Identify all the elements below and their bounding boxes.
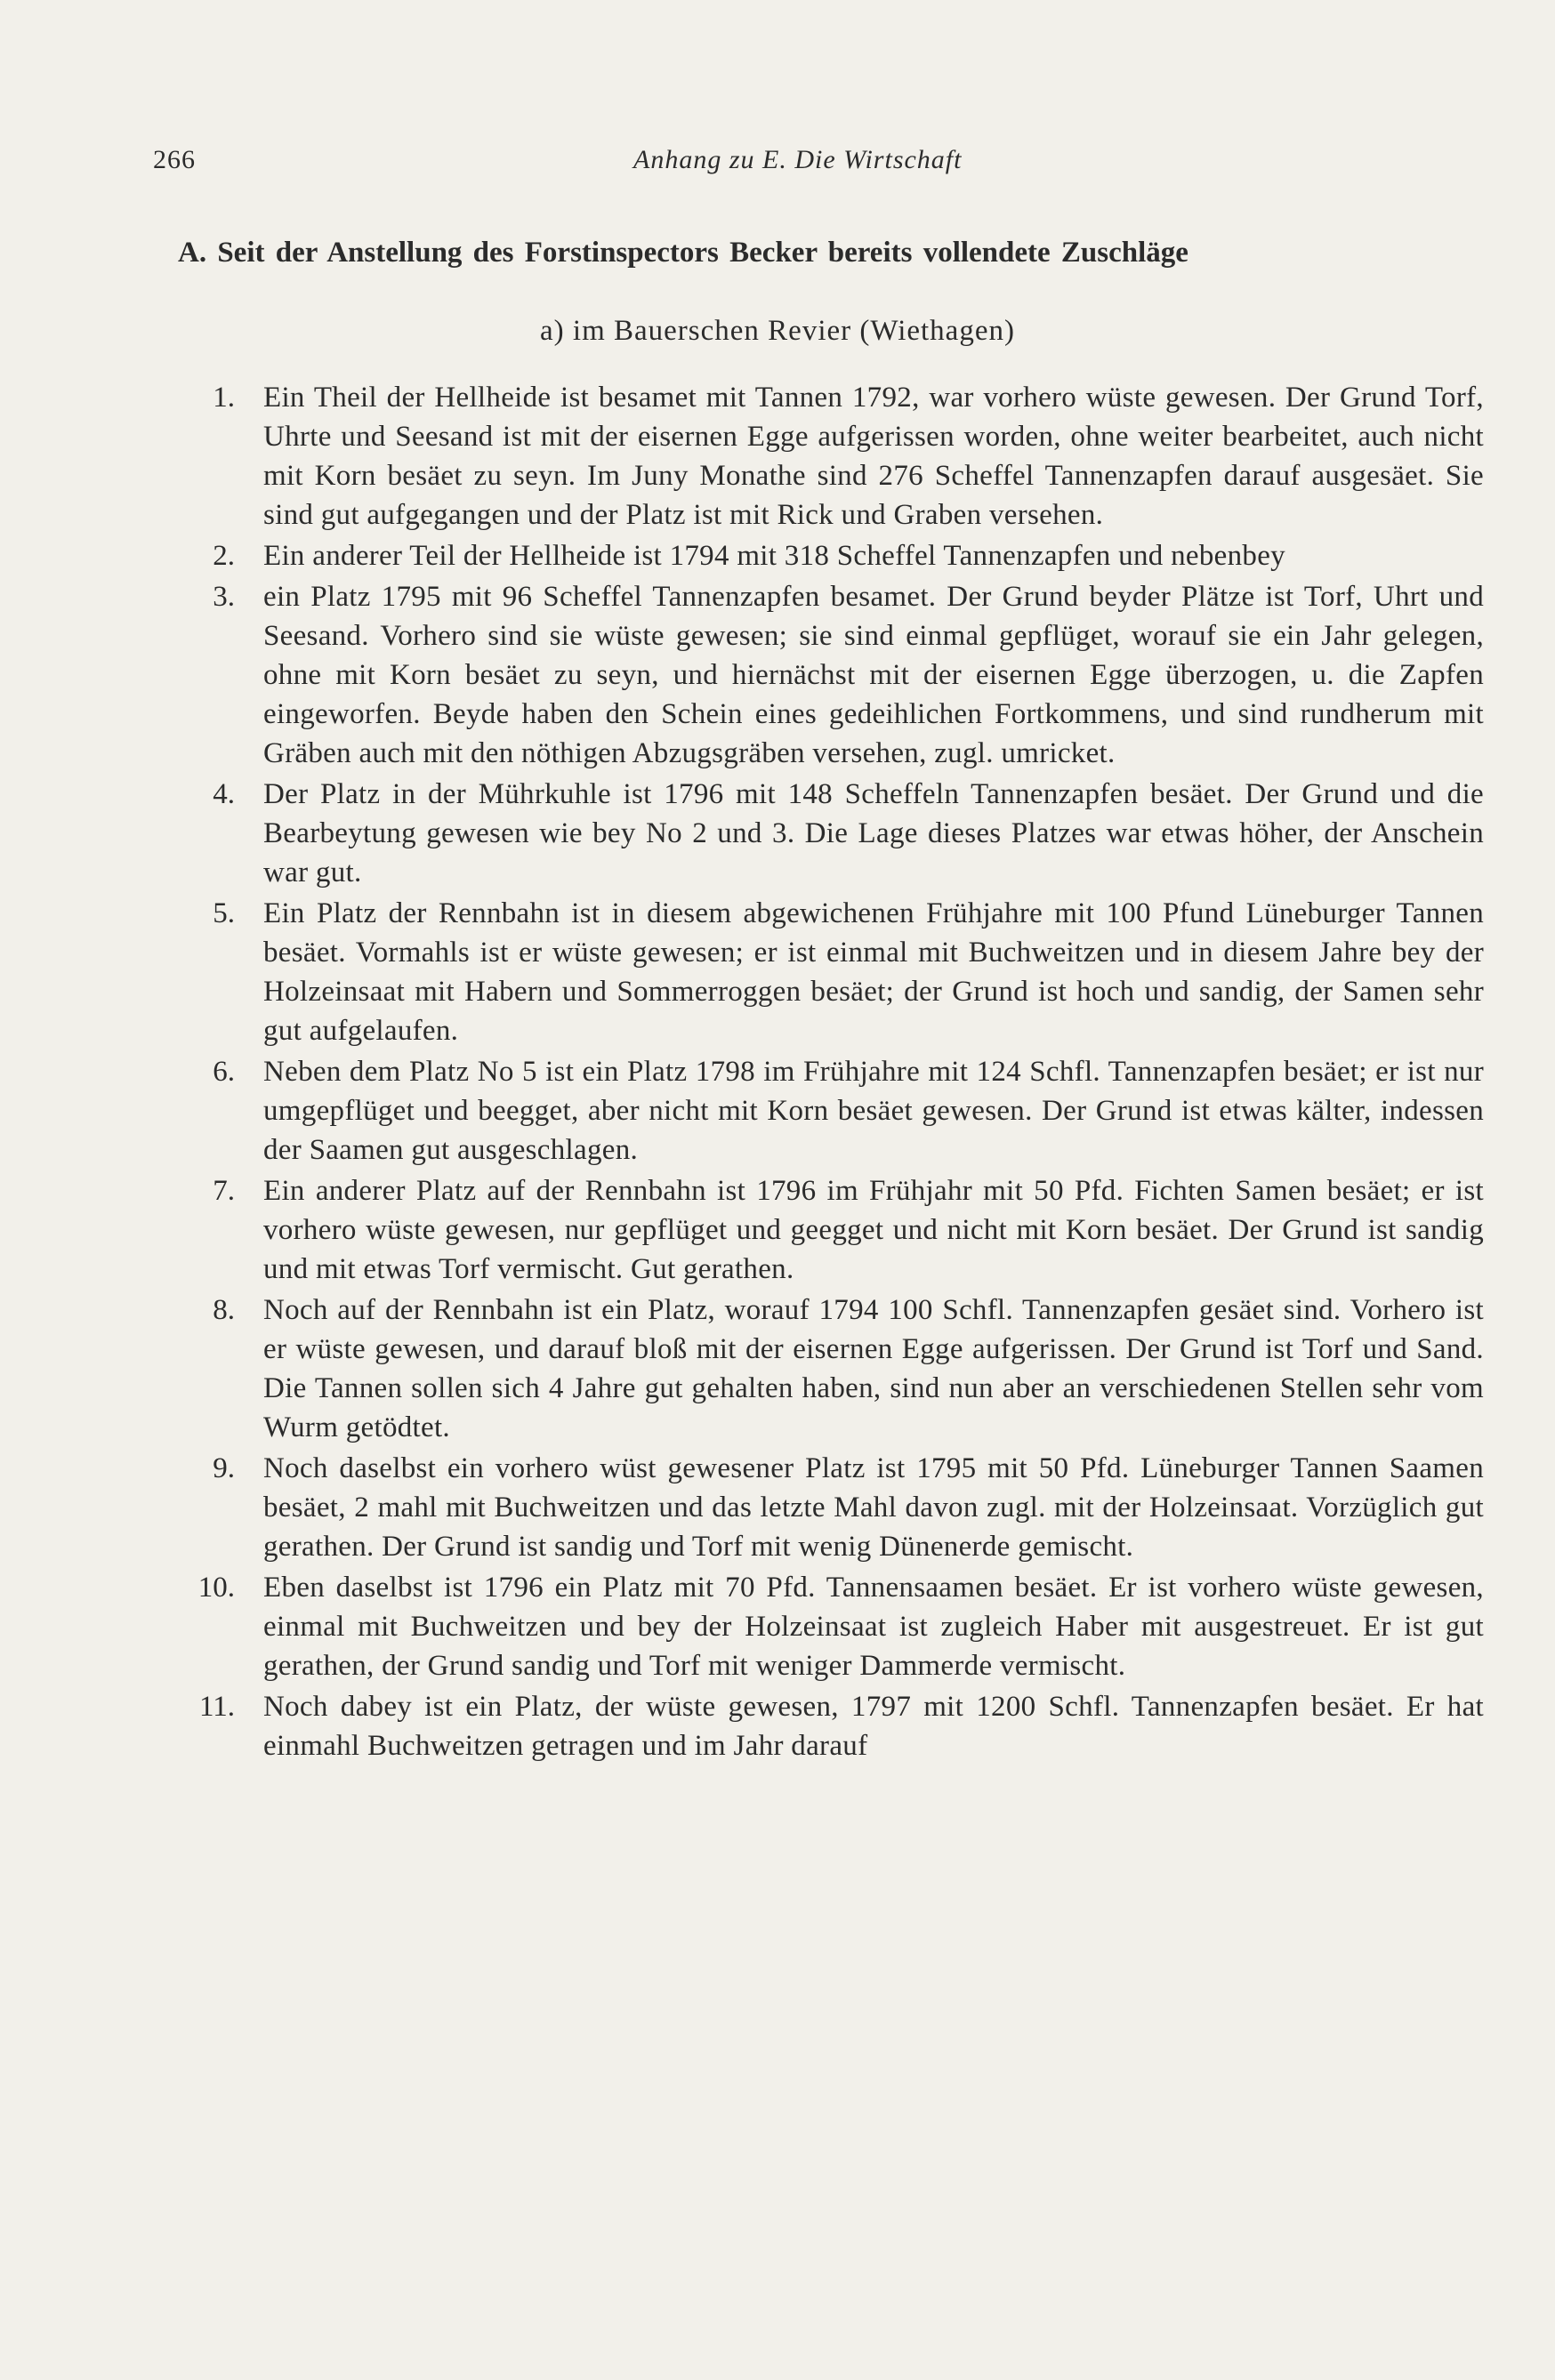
section-heading: A. Seit der Anstellung des Forstinspectors Becker bereits vollendete Zuschläge: [178, 237, 1188, 269]
entry-number: 1.: [213, 382, 235, 414]
entry-text: Noch dabey ist ein Platz, der wüste gewesen, 1797 mit 1200 Schfl. Tannenzapfen besäet. Er hat einmahl Buchweitzen getragen und im Jahr darauf: [263, 1691, 1484, 1762]
list-item: [178, 1449, 1484, 1566]
list-item: [178, 1291, 1484, 1447]
entry-number: 11.: [198, 1691, 235, 1723]
section-subheading: a) im Bauerschen Revier (Wiethagen): [540, 315, 1015, 347]
entry-text: Noch daselbst ein vorhero wüst gewesener Platz ist 1795 mit 50 Pfd. Lüneburger Tannen Saamen besäet, 2 mahl mit Buchweitzen und das letzte Mahl davon zugl. mit der Holzeinsaat. Vorzüglich gut gerathen. Der Grund ist sandig und Torf mit wenig Dünenerde gemischt.: [263, 1452, 1484, 1563]
list-item: [178, 894, 1484, 1050]
list-item: [178, 1687, 1484, 1765]
running-title: Anhang zu E. Die Wirtschaft: [633, 145, 963, 174]
list-item: [178, 1568, 1484, 1685]
entry-number: 3.: [213, 581, 235, 613]
entry-text: Eben daselbst ist 1796 ein Platz mit 70 Pfd. Tannensaamen besäet. Er ist vorhero wüste gewesen, einmal mit Buchweitzen und bey der Holzeinsaat ist zugleich Haber mit ausgestreuet. Er ist gut gerathen, der Grund sandig und Torf mit weniger Dammerde vermischt.: [263, 1572, 1484, 1682]
entry-number: 4.: [213, 778, 235, 810]
entry-text: Ein Theil der Hellheide ist besamet mit Tannen 1792, war vorhero wüste gewesen. Der Grund Torf, Uhrte und Seesand ist mit der eisernen Egge aufgerissen worden, ohne weiter bearbeitet, auch nicht mit Korn besäet zu seyn. Im Juny Monathe sind 276 Scheffel Tannenzapfen darauf ausgesäet. Sie sind gut aufgegangen und der Platz ist mit Rick und Graben versehen.: [263, 382, 1484, 531]
entry-number: 6.: [213, 1056, 235, 1088]
entry-number: 8.: [213, 1294, 235, 1326]
page-number: 266: [153, 145, 196, 174]
entry-text: Noch auf der Rennbahn ist ein Platz, worauf 1794 100 Schfl. Tannenzapfen gesäet sind. Vorhero ist er wüste gewesen, und darauf bloß mit der eisernen Egge aufgerissen. Der Grund ist Torf und Sand. Die Tannen sollen sich 4 Jahre gut gehalten haben, sind nun aber an verschiedenen Stellen sehr vom Wurm getödtet.: [263, 1294, 1484, 1443]
list-item: [178, 378, 1484, 535]
entry-number: 2.: [213, 540, 235, 572]
entry-list: [178, 378, 1484, 1767]
list-item: [178, 536, 1484, 575]
list-item: [178, 1052, 1484, 1170]
entry-number: 9.: [213, 1452, 235, 1484]
entry-number: 7.: [213, 1175, 235, 1207]
running-head: [153, 142, 1487, 178]
entry-text: Neben dem Platz No 5 ist ein Platz 1798 im Frühjahre mit 124 Schfl. Tannenzapfen besäet; er ist nur umgepflüget und beegget, aber nicht mit Korn besäet gewesen. Der Grund ist etwas kälter, indessen der Saamen gut ausgeschlagen.: [263, 1056, 1484, 1166]
entry-text: Ein anderer Teil der Hellheide ist 1794 mit 318 Scheffel Tannenzapfen und nebenbey: [263, 540, 1285, 572]
entry-text: ein Platz 1795 mit 96 Scheffel Tannenzapfen besamet. Der Grund beyder Plätze ist Torf, Uhrt und Seesand. Vorhero sind sie wüste gewesen; sie sind einmal gepflüget, worauf sie ein Jahr gelegen, ohne mit Korn besäet zu seyn, und hiernächst mit der eisernen Egge überzogen, u. die Zapfen eingeworfen. Beyde haben den Schein eines gedeihlichen Fortkommens, und sind rundherum mit Gräben auch mit den nöthigen Abzugsgräben versehen, zugl. umricket.: [263, 581, 1484, 769]
entry-number: 10.: [197, 1572, 235, 1604]
entry-number: 5.: [213, 897, 235, 929]
list-item: [178, 577, 1484, 773]
entry-text: Ein anderer Platz auf der Rennbahn ist 1796 im Frühjahr mit 50 Pfd. Fichten Samen besäet; er ist vorhero wüste gewesen, nur gepflüget und geegget und nicht mit Korn besäet. Der Grund ist sandig und mit etwas Torf vermischt. Gut gerathen.: [263, 1175, 1484, 1285]
list-item: [178, 1171, 1484, 1289]
list-item: [178, 775, 1484, 892]
entry-text: Ein Platz der Rennbahn ist in diesem abgewichenen Frühjahre mit 100 Pfund Lüneburger Tannen besäet. Vormahls ist er wüste gewesen; er ist einmal mit Buchweitzen und in diesem Jahre bey der Holzeinsaat mit Habern und Sommerroggen besäet; der Grund ist hoch und sandig, der Samen sehr gut aufgelaufen.: [263, 897, 1484, 1047]
entry-text: Der Platz in der Mührkuhle ist 1796 mit 148 Scheffeln Tannenzapfen besäet. Der Grund und die Bearbeytung gewesen wie bey No 2 und 3. Die Lage dieses Platzes war etwas höher, der Anschein war gut.: [263, 778, 1484, 888]
